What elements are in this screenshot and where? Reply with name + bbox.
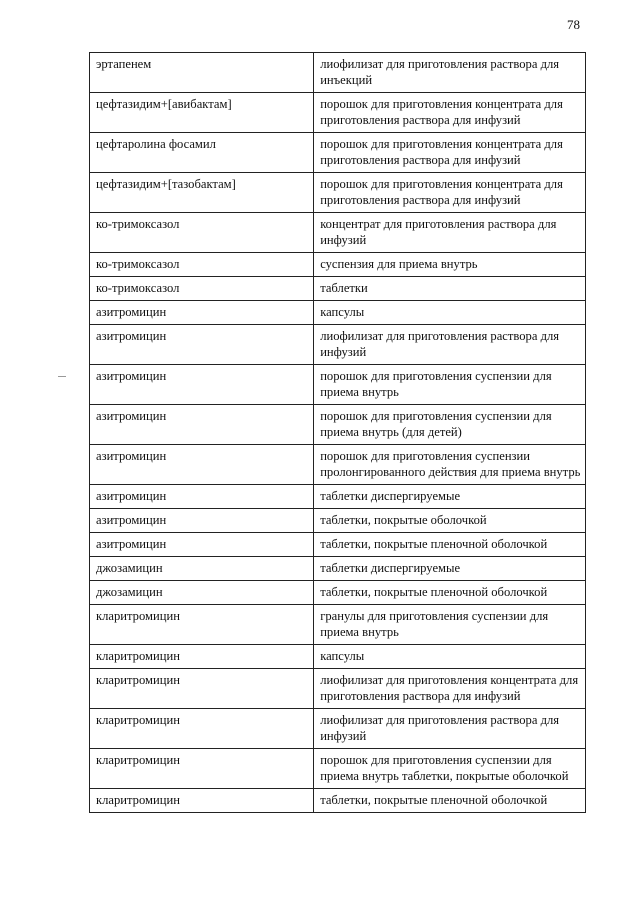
drug-name-cell: кларитромицин [90,605,314,645]
dosage-form-cell: таблетки диспергируемые [314,485,586,509]
drug-name-cell: азитромицин [90,509,314,533]
drug-name-cell: цефтаролина фосамил [90,133,314,173]
dosage-form-cell: капсулы [314,301,586,325]
dosage-form-cell: лиофилизат для приготовления раствора для инъекций [314,53,586,93]
drug-forms-table [89,52,586,813]
drug-name-cell: кларитромицин [90,669,314,709]
table-row [90,709,586,749]
dosage-form-cell: порошок для приготовления концентрата для приготовления раствора для инфузий [314,93,586,133]
table-body [90,53,586,813]
dosage-form-cell: лиофилизат для приготовления раствора для инфузий [314,325,586,365]
table-row [90,405,586,445]
dosage-form-cell: порошок для приготовления суспензии пролонгированного действия для приема внутрь [314,445,586,485]
dosage-form-cell: гранулы для приготовления суспензии для приема внутрь [314,605,586,645]
dosage-form-cell: порошок для приготовления суспензии для приема внутрь таблетки, покрытые оболочкой [314,749,586,789]
page-number: 78 [567,17,580,32]
table-row [90,509,586,533]
drug-name-cell: ко-тримоксазол [90,213,314,253]
drug-name-cell: цефтазидим+[авибактам] [90,93,314,133]
drug-name-cell: азитромицин [90,405,314,445]
dosage-form-cell: порошок для приготовления суспензии для приема внутрь (для детей) [314,405,586,445]
table-row [90,749,586,789]
dosage-form-cell: концентрат для приготовления раствора для инфузий [314,213,586,253]
drug-name-cell: азитромицин [90,301,314,325]
dosage-form-cell: суспензия для приема внутрь [314,253,586,277]
table-row [90,173,586,213]
drug-name-cell: азитромицин [90,365,314,405]
drug-name-cell: азитромицин [90,325,314,365]
table-row [90,605,586,645]
dosage-form-cell: таблетки диспергируемые [314,557,586,581]
table-row [90,669,586,709]
table-row [90,581,586,605]
dosage-form-cell: порошок для приготовления концентрата для приготовления раствора для инфузий [314,173,586,213]
drug-name-cell: цефтазидим+[тазобактам] [90,173,314,213]
table-row [90,53,586,93]
drug-name-cell: ко-тримоксазол [90,253,314,277]
dosage-form-cell: лиофилизат для приготовления раствора для инфузий [314,709,586,749]
dosage-form-cell: капсулы [314,645,586,669]
dosage-form-cell: таблетки, покрытые пленочной оболочкой [314,533,586,557]
dosage-form-cell: таблетки, покрытые оболочкой [314,509,586,533]
table-row [90,93,586,133]
drug-name-cell: кларитромицин [90,749,314,789]
scan-mark [58,376,66,377]
table-row [90,301,586,325]
drug-name-cell: кларитромицин [90,645,314,669]
table-row [90,277,586,301]
table-row [90,365,586,405]
drug-name-cell: ко-тримоксазол [90,277,314,301]
dosage-form-cell: таблетки, покрытые пленочной оболочкой [314,789,586,813]
dosage-form-cell: таблетки [314,277,586,301]
table-row [90,645,586,669]
table-row [90,445,586,485]
table-row [90,789,586,813]
table-row [90,557,586,581]
dosage-form-cell: порошок для приготовления концентрата для приготовления раствора для инфузий [314,133,586,173]
drug-name-cell: азитромицин [90,485,314,509]
drug-name-cell: азитромицин [90,445,314,485]
table-row [90,325,586,365]
dosage-form-cell: таблетки, покрытые пленочной оболочкой [314,581,586,605]
drug-name-cell: азитромицин [90,533,314,557]
drug-name-cell: кларитромицин [90,789,314,813]
dosage-form-cell: лиофилизат для приготовления концентрата для приготовления раствора для инфузий [314,669,586,709]
table-row [90,253,586,277]
table-row [90,133,586,173]
table-row [90,485,586,509]
table-row [90,533,586,557]
drug-name-cell: джозамицин [90,557,314,581]
dosage-form-cell: порошок для приготовления суспензии для приема внутрь [314,365,586,405]
drug-name-cell: кларитромицин [90,709,314,749]
drug-name-cell: эртапенем [90,53,314,93]
drug-name-cell: джозамицин [90,581,314,605]
table-row [90,213,586,253]
